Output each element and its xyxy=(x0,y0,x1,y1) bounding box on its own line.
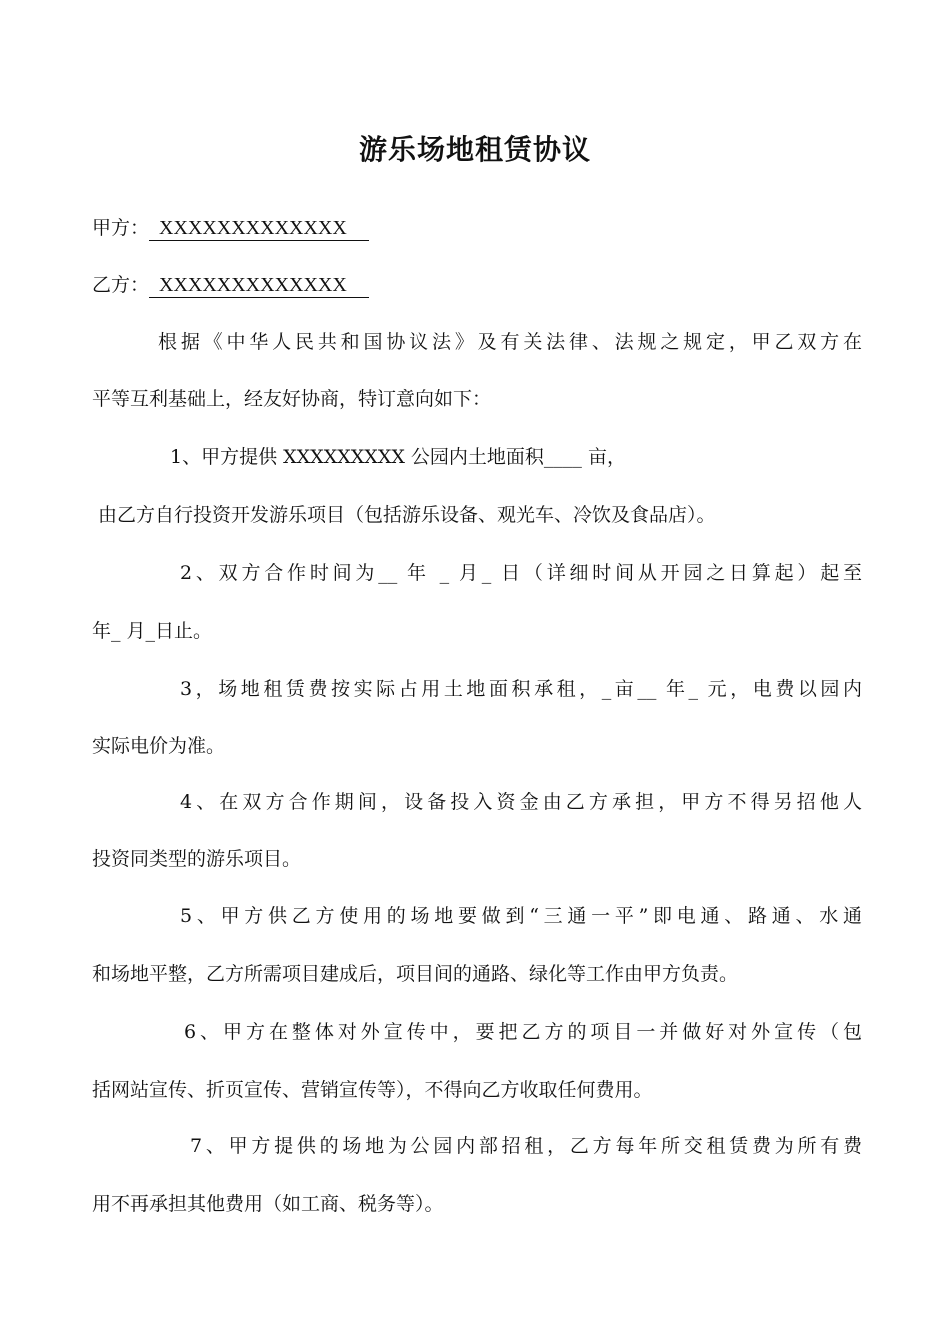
party-a-value: XXXXXXXXXXXXX xyxy=(149,216,369,241)
clause-1-line-2: 由乙方自行投资开发游乐项目（包括游乐设备、观光车、冷饮及食品店）。 xyxy=(98,504,716,526)
preamble-line-2: 平等互利基础上，经友好协商，特订意向如下： xyxy=(92,388,492,410)
party-b-value: XXXXXXXXXXXXX xyxy=(149,273,369,298)
clause-5-line-2: 和场地平整，乙方所需项目建成后，项目间的通路、绿化等工作由甲方负责。 xyxy=(92,963,739,985)
clause-1-line-1: 1、甲方提供 XXXXXXXXX 公园内土地面积____ 亩， xyxy=(170,446,626,468)
clause-3-line-1: 3，场地租赁费按实际占用土地面积承租，_亩__ 年_ 元，电费以园内 xyxy=(180,678,862,700)
document-title: 游乐场地租赁协议 xyxy=(358,133,591,166)
clause-6-line-2: 括网站宣传、折页宣传、营销宣传等），不得向乙方收取任何费用。 xyxy=(92,1079,653,1101)
clause-5-line-1: 5、甲方供乙方使用的场地要做到“三通一平”即电通、路通、水通 xyxy=(180,905,862,927)
clause-4-line-2: 投资同类型的游乐项目。 xyxy=(92,848,302,870)
clause-4-line-1: 4、在双方合作期间，设备投入资金由乙方承担，甲方不得另招他人 xyxy=(180,791,862,813)
party-a-label: 甲方： xyxy=(92,217,150,239)
clause-2-line-1: 2、双方合作时间为__ 年 _ 月_ 日（详细时间从开园之日算起）起至 xyxy=(180,562,862,584)
clause-6-line-1: 6、甲方在整体对外宣传中，要把乙方的项目一并做好对外宣传（包 xyxy=(184,1021,862,1043)
party-a-line xyxy=(92,213,862,243)
clause-3-line-2: 实际电价为准。 xyxy=(92,735,226,757)
party-b-label: 乙方： xyxy=(92,274,150,296)
clause-7-line-2: 用不再承担其他费用（如工商、税务等）。 xyxy=(92,1193,444,1215)
clause-2-line-2: 年_ 月_日止。 xyxy=(92,620,213,642)
clause-7-line-1: 7、甲方提供的场地为公园内部招租，乙方每年所交租赁费为所有费 xyxy=(190,1135,862,1157)
party-b-line xyxy=(92,270,862,300)
preamble-line-1: 根据《中华人民共和国协议法》及有关法律、法规之规定，甲乙双方在 xyxy=(158,331,862,353)
